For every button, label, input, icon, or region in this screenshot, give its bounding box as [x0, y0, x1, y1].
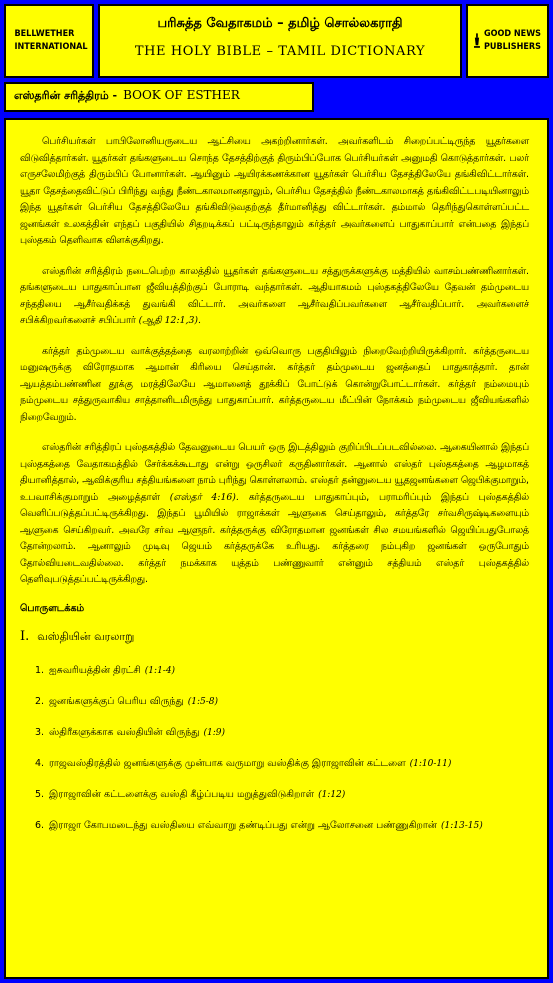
- list-item: [35, 694, 529, 710]
- header-title: [98, 4, 462, 78]
- verse-reference: (ஆதி 12:1,3).: [138, 315, 201, 326]
- item-reference: (1:10-11): [409, 758, 452, 769]
- item-reference: (1:13-15): [441, 820, 483, 831]
- contents-heading: பொருளடக்கம்: [20, 602, 85, 614]
- paragraph-text: எஸ்தரின் சரித்திரப் புஸ்தகத்தில் தேவனுடைய பெயர் ஒரு இடத்திலும் குறிப்பிடப்படவில்லை. ஆகையினால் இந்தப் புஸ்தகத்தை வேதாகமத்தில் சேர்க்கக்கூடாது என்று ஒருசிலர் கருதினார்கள். ஆனால் எஸ்தர் புஸ்தகத்தை ஆழமாகத் தியானித்தால், ஆவிக்குரிய சத்தியங்களை நாம் புரிந்து கொள்ளலாம். எஸ்தர் தன்னுடைய யூதஜனங்களை ஜெபிக்குமாறும், உபவாசிக்குமாறும் அழைத்தாள்: [20, 442, 529, 503]
- item-text: ராஜவஸ்திரத்தில் ஜனங்களுக்கு முன்பாக வருமாறு வஸ்திக்கு இராஜாவின் கட்டளை: [49, 757, 406, 769]
- paragraph-text: பெர்சியர்கள் பாபிலோனியருடைய ஆட்சியை அகற்றினார்கள். அவர்களிடம் சிறைப்பட்டிருந்த யூதர்களை விடுவித்தார்கள். யூதர்கள் தங்களுடைய சொந்த தேசத்திற்குத் திரும்பிப்போக பெர்சியர்கள் அனுமதி கொடுத்தார்கள். பலர் எருசலேமிற்குத் திரும்பிப் போனார்கள். ஆயினும் ஆயிரக்கணக்கான யூதர்கள் பெர்சிய தேசத்திலேயே தங்கிவிட்டார்கள். யூதா தேசத்தைவிட்டுப் பிரிந்து வந்து நீண்டகாலமானதாலும், பெர்சிய தேசத்தில் நீண்டகாலமாகத் தங்கிவிட்டபடியினாலும் இந்த யூதர்கள் பெர்சிய தேசத்திலேயே தங்கிவிடுவதற்குத் தீர்மானித்து விட்டார்கள். தம்மால் தெரிந்துகொள்ளப்பட்ட ஜனங்கள் உலகத்தின் எந்தப் பகுதியில் சிதறடிக்கப் பட்டிருந்தாலும் கர்த்தர் அவர்களைப் பாதுகாப்பார் என்பதை இந்தப் புஸ்தகம் தெளிவாக விளக்குகிறது.: [20, 136, 529, 246]
- good-news-icon: [474, 23, 480, 59]
- item-text: ஜனங்களுக்குப் பெரிய விருந்து: [49, 695, 184, 707]
- paragraph-text: எஸ்தரின் சரித்திரம் நடைபெற்ற காலத்தில் யூதர்கள் தங்களுடைய சத்துருக்களுக்கு மத்தியில் வாசம்பண்ணினார்கள். தங்களுடைய பாதுகாப்பான ஜீவியத்திற்குப் போராடி வந்தார்கள். ஆதியாகமம் புஸ்தகத்திலேயே தேவன் தம்முடைய சந்ததியை ஆசீர்வதிக்கத் துவங்கி விட்டார். அவர்களை ஆசீர்வதிப்பவர்களை ஆசீர்வதிப்பார். அவர்களைச் சபிக்கிறவர்களைச் சபிப்பார்: [20, 265, 529, 326]
- item-reference: (1:12): [318, 789, 346, 800]
- subtitle-english: BOOK OF ESTHER: [123, 88, 240, 102]
- list-item: [35, 725, 529, 741]
- contents-list: [20, 663, 529, 834]
- paragraph-4: [20, 440, 529, 589]
- item-number: 5.: [35, 788, 45, 800]
- item-reference: (1:1-4): [144, 665, 176, 676]
- main-content: [4, 118, 549, 979]
- item-number: 3.: [35, 726, 45, 738]
- bellwether-logo: [4, 4, 94, 78]
- logo-left-line1: BELLWETHER: [14, 28, 75, 39]
- title-english: THE HOLY BIBLE – TAMIL DICTIONARY: [134, 44, 426, 59]
- subtitle-tamil: எஸ்தரின் சரித்திரம் -: [14, 89, 118, 102]
- list-item: [35, 663, 529, 679]
- list-item: [35, 818, 529, 834]
- item-text: ஐசுவரியத்தின் திரட்சி: [49, 664, 141, 676]
- title-tamil: பரிசுத்த வேதாகமம் – தமிழ் சொல்லகராதி: [157, 16, 403, 31]
- paragraph-3: [20, 344, 529, 427]
- paragraph-1: [20, 134, 529, 250]
- section-numeral: I.: [20, 628, 30, 644]
- item-reference: (1:5-8): [187, 696, 219, 707]
- section-heading: [20, 629, 529, 645]
- item-number: 4.: [35, 757, 45, 769]
- paragraph-text: கர்த்தருடைய பாதுகாப்பும், பராமரிப்பும் இந்தப் புஸ்தகத்தில் வெளிப்படுத்தப்பட்டிருக்கிறது. இந்தப் பூமியில் ராஜாக்கள் ஆளுகை செய்தாலும், கர்த்தரே சர்வசிருஷ்டிகளையும் ஆளுகை செய்கிறவர். அவரே சர்வ ஆளுநர். கர்த்தருக்கு விரோதமான ஜனங்கள் சில சமயங்களில் ஜெயிப்பதுபோலத் தோன்றலாம். ஆனாலும் முடிவு ஜெயம் கர்த்தருக்கே உரியது. கர்த்தரை நம்புகிற ஜனங்கள் ஒருபோதும் தோல்வியடைவதில்லை. கர்த்தர் நமக்காக யுத்தம் பண்ணுவார் என்னும் சத்தியம் எஸ்தர் புஸ்தகத்தில் தெளிவுபடுத்தப்பட்டிருக்கிறது.: [20, 491, 529, 585]
- item-number: 1.: [35, 664, 45, 676]
- item-reference: (1:9): [203, 727, 225, 738]
- paragraph-2: [20, 264, 529, 330]
- item-text: இராஜாவின் கட்டளைக்கு வஸ்தி கீழ்ப்படிய மறுத்துவிடுகிறாள்: [49, 788, 315, 800]
- logo-left-line2: INTERNATIONAL: [14, 42, 88, 52]
- item-number: 2.: [35, 695, 45, 707]
- item-text: இராஜா கோபமடைந்து வஸ்தியை எவ்வாறு தண்டிப்பது என்று ஆலோசனை பண்ணுகிறான்: [49, 819, 438, 831]
- verse-reference: (எஸ்தர் 4:16).: [169, 491, 239, 503]
- logo-right-line1: GOOD NEWS: [483, 28, 541, 39]
- book-subtitle: [4, 82, 314, 112]
- good-news-logo: [466, 4, 549, 78]
- section-title: வஸ்தியின் வரலாறு: [37, 629, 135, 643]
- item-number: 6.: [35, 819, 45, 831]
- list-item: [35, 756, 529, 772]
- list-item: [35, 787, 529, 803]
- item-text: ஸ்திரீகளுக்காக வஸ்தியின் விருந்து: [49, 726, 200, 738]
- logo-right-line2: PUBLISHERS: [483, 42, 541, 52]
- paragraph-text: கர்த்தர் தம்முடைய வாக்குத்தத்தை வரலாற்றின் ஒவ்வொரு பகுதியிலும் நிறைவேற்றியிருக்கிறார். கர்த்தருடைய மனுஷருக்கு விரோதமாக ஆமான் கிரியை செய்தான். கர்த்தர் தம்முடைய ஜனத்தைப் பாதுகாத்தார். தான் ஆயத்தம்பண்ணின தூக்கு மரத்திலேயே ஆமானைத் தூக்கிப் போட்டுக் கொன்றுபோட்டார்கள். கர்த்தர் நம்மையும் நம்முடைய சத்துருவாகிய சாத்தானிடமிருந்து பாதுகாப்பார். கர்த்தருடைய மீட்பின் நோக்கம் நம்முடைய ஜீவியங்களில் நிறைவேறும்.: [20, 345, 529, 423]
